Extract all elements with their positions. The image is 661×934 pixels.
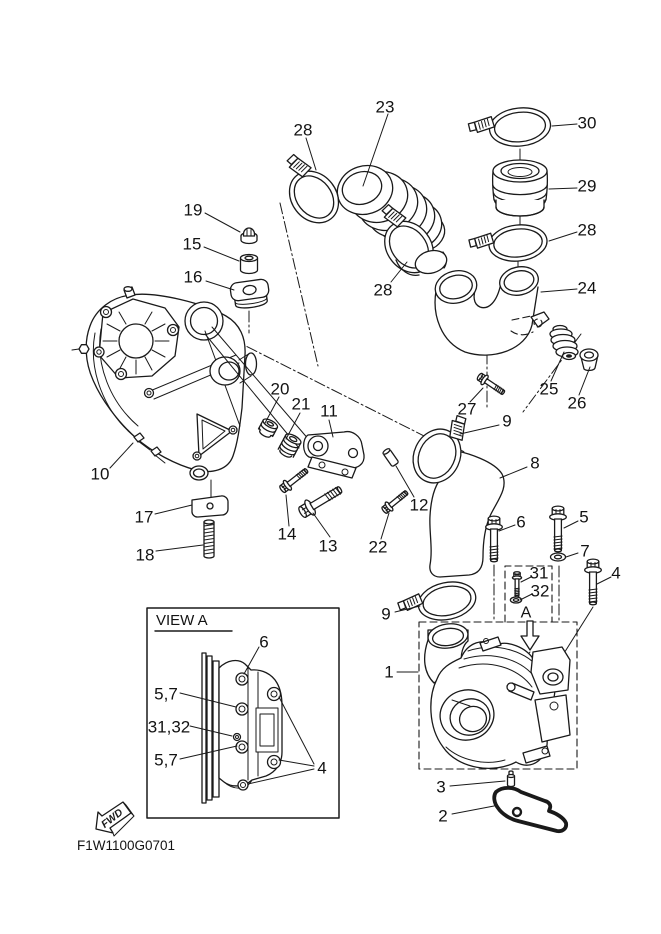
part-15-bushing	[241, 255, 258, 274]
callout-6: 6	[516, 512, 526, 532]
callout-24: 24	[577, 278, 597, 298]
part-2-gasket	[494, 788, 566, 831]
part-4-bolt	[585, 559, 602, 605]
fwd-direction-flag	[96, 802, 134, 836]
callout-31: 31	[529, 563, 549, 583]
part-24-elbow-joint	[432, 263, 549, 355]
view-a-callout-4: 4	[317, 758, 327, 778]
callout-4: 4	[611, 563, 621, 583]
callout-23: 23	[375, 97, 395, 117]
part-17-plate	[192, 496, 228, 517]
part-31-bolt	[512, 572, 521, 597]
callout-25: 25	[539, 379, 559, 399]
callout-12: 12	[409, 495, 429, 515]
callout-18: 18	[135, 545, 155, 565]
part-12-pin	[382, 448, 399, 467]
part-3-fitting	[508, 771, 515, 787]
callout-9-lower: 9	[381, 604, 391, 624]
callout-11: 11	[320, 401, 338, 421]
part-9-hose-clamp-lower	[396, 577, 480, 629]
callout-3: 3	[436, 777, 446, 797]
callout-1: 1	[384, 662, 394, 682]
callout-5: 5	[579, 507, 589, 527]
callout-29: 29	[577, 176, 597, 196]
callout-28-right: 28	[577, 220, 597, 240]
callout-2: 2	[438, 806, 448, 826]
callout-22: 22	[368, 537, 388, 557]
callout-7: 7	[580, 541, 590, 561]
view-a-callout-5-7-upper: 5,7	[154, 684, 178, 704]
callout-19: 19	[183, 200, 203, 220]
view-a-callout-6: 6	[259, 632, 269, 652]
callout-28-middle: 28	[373, 280, 393, 300]
part-27-bolt	[475, 371, 507, 397]
part-14-bolt	[278, 465, 311, 494]
part-11-bracket	[304, 432, 364, 478]
callout-8: 8	[530, 453, 540, 473]
part-13-bolt	[296, 482, 345, 521]
callout-16: 16	[183, 267, 203, 287]
part-18-stud-bolt	[204, 520, 214, 558]
detail-a-marker: A	[520, 604, 532, 622]
part-21-grommet	[277, 432, 303, 460]
callout-13: 13	[318, 536, 338, 556]
part-28-hose-clamp-top-left	[268, 147, 349, 233]
part-29-coupling-sleeve	[493, 160, 548, 216]
view-a-callout-5-7-lower: 5,7	[154, 750, 178, 770]
part-25-rubber-damper	[550, 326, 578, 360]
part-16-rubber-mount	[230, 278, 271, 310]
drawing-code: F1W1100G0701	[77, 838, 176, 853]
view-a-inset	[147, 608, 339, 818]
callout-32: 32	[530, 581, 550, 601]
callout-27: 27	[457, 399, 477, 419]
part-1-turbocharger	[425, 621, 570, 768]
part-28-hose-clamp-right	[468, 222, 549, 266]
callout-15: 15	[182, 234, 202, 254]
part-5-bolt	[550, 506, 567, 552]
view-a-title: VIEW A	[156, 612, 208, 629]
callout-9-upper: 9	[502, 411, 512, 431]
callout-14: 14	[277, 524, 297, 544]
callout-20: 20	[270, 379, 290, 399]
view-a-callout-31-32: 31,32	[147, 717, 191, 737]
part-19-cap-nut	[241, 228, 257, 244]
part-30-hose-clamp	[467, 105, 552, 151]
callout-28-top-left: 28	[293, 120, 313, 140]
callout-21: 21	[291, 394, 311, 414]
fwd-label: FWD	[99, 806, 126, 831]
callout-30: 30	[577, 113, 597, 133]
part-22-bolt	[380, 488, 410, 515]
part-6-bolt	[486, 516, 503, 562]
callout-17: 17	[134, 507, 154, 527]
callout-26: 26	[567, 393, 587, 413]
callout-10: 10	[90, 464, 110, 484]
part-7-washer	[551, 553, 566, 561]
part-26-collar	[580, 349, 598, 370]
